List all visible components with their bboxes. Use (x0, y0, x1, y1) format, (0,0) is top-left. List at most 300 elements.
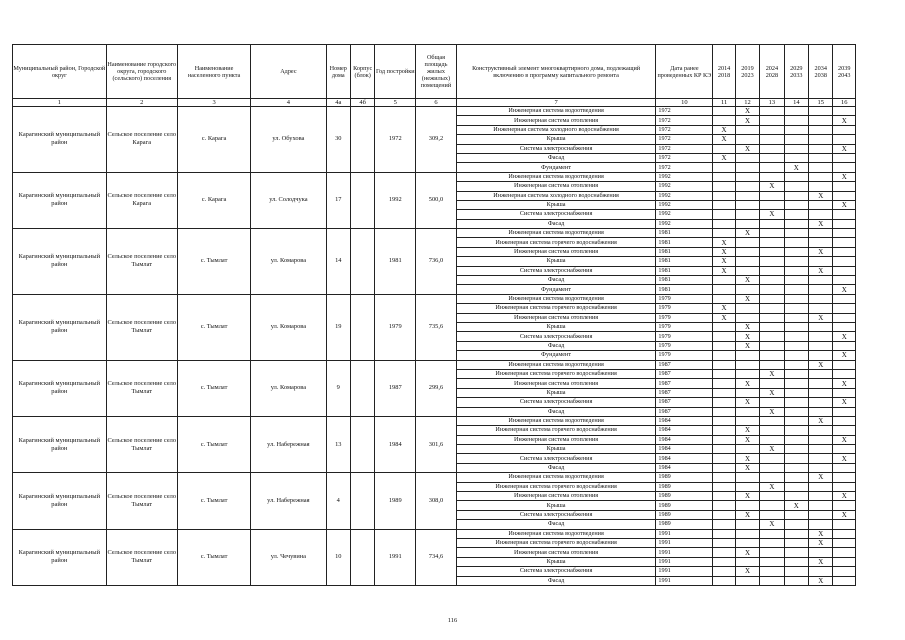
cell-year-built: 1992 (375, 172, 416, 228)
cell-repair-date: 1981 (656, 247, 713, 256)
empty-period-cell (833, 125, 856, 134)
x-mark: Х (760, 369, 784, 378)
x-mark: Х (760, 407, 784, 416)
cell-building (350, 360, 374, 416)
cell-element: Крыша (456, 135, 656, 144)
cell-repair-date: 1989 (656, 520, 713, 529)
empty-period-cell (809, 520, 833, 529)
empty-period-cell (760, 163, 784, 172)
empty-period-cell (713, 332, 735, 341)
empty-period-cell (784, 557, 808, 566)
empty-period-cell (784, 492, 808, 501)
empty-period-cell (760, 135, 784, 144)
x-mark: Х (735, 107, 759, 116)
empty-period-cell (760, 125, 784, 134)
empty-period-cell (809, 379, 833, 388)
empty-period-cell (784, 182, 808, 191)
empty-period-cell (809, 426, 833, 435)
column-number: 15 (809, 99, 833, 107)
empty-period-cell (784, 548, 808, 557)
column-number: 14 (784, 99, 808, 107)
cell-settlement: Сельское поселение село Тымлат (106, 294, 177, 360)
empty-period-cell (713, 163, 735, 172)
empty-period-cell (833, 463, 856, 472)
cell-street: ул. Комарова (251, 360, 326, 416)
cell-repair-date: 1987 (656, 407, 713, 416)
x-mark: Х (713, 153, 735, 162)
x-mark: Х (713, 125, 735, 134)
cell-repair-date: 1992 (656, 210, 713, 219)
empty-period-cell (713, 294, 735, 303)
column-number: 4 (251, 99, 326, 107)
x-mark: Х (809, 557, 833, 566)
empty-period-cell (760, 529, 784, 538)
empty-period-cell (784, 153, 808, 162)
empty-period-cell (735, 135, 759, 144)
cell-repair-date: 1979 (656, 332, 713, 341)
cell-repair-date: 1989 (656, 473, 713, 482)
empty-period-cell (833, 304, 856, 313)
empty-period-cell (760, 426, 784, 435)
empty-period-cell (833, 416, 856, 425)
header-building: Корпус (блок) (350, 45, 374, 99)
empty-period-cell (735, 360, 759, 369)
empty-period-cell (760, 567, 784, 576)
cell-element: Фасад (456, 407, 656, 416)
cell-locality: с. Тымлат (177, 294, 250, 360)
empty-period-cell (809, 153, 833, 162)
empty-period-cell (713, 191, 735, 200)
empty-period-cell (735, 520, 759, 529)
empty-period-cell (809, 200, 833, 209)
empty-period-cell (760, 219, 784, 228)
x-mark: Х (833, 492, 856, 501)
empty-period-cell (713, 229, 735, 238)
empty-period-cell (713, 416, 735, 425)
empty-period-cell (809, 548, 833, 557)
cell-element: Инженерная система горячего водоснабжения (456, 304, 656, 313)
cell-repair-date: 1989 (656, 501, 713, 510)
cell-repair-date: 1981 (656, 229, 713, 238)
empty-period-cell (760, 435, 784, 444)
empty-period-cell (809, 435, 833, 444)
empty-period-cell (784, 369, 808, 378)
cell-repair-date: 1972 (656, 135, 713, 144)
cell-house-number: 19 (326, 294, 350, 360)
empty-period-cell (713, 172, 735, 181)
empty-period-cell (809, 210, 833, 219)
x-mark: Х (735, 426, 759, 435)
cell-repair-date: 1972 (656, 107, 713, 116)
empty-period-cell (713, 116, 735, 125)
empty-period-cell (784, 576, 808, 585)
empty-period-cell (784, 229, 808, 238)
empty-period-cell (760, 351, 784, 360)
empty-period-cell (833, 360, 856, 369)
empty-period-cell (784, 463, 808, 472)
empty-period-cell (784, 538, 808, 547)
empty-period-cell (735, 210, 759, 219)
column-number: 13 (760, 99, 784, 107)
empty-period-cell (735, 482, 759, 491)
empty-period-cell (713, 144, 735, 153)
table-row (13, 107, 856, 116)
empty-period-cell (713, 219, 735, 228)
column-number: 10 (656, 99, 713, 107)
empty-period-cell (784, 426, 808, 435)
empty-period-cell (809, 369, 833, 378)
cell-element: Инженерная система водоотведения (456, 473, 656, 482)
empty-period-cell (809, 229, 833, 238)
x-mark: Х (833, 510, 856, 519)
x-mark: Х (735, 398, 759, 407)
empty-period-cell (809, 116, 833, 125)
empty-period-cell (784, 482, 808, 491)
empty-period-cell (833, 576, 856, 585)
cell-element: Инженерная система горячего водоснабжения (456, 369, 656, 378)
cell-building (350, 294, 374, 360)
empty-period-cell (784, 107, 808, 116)
x-mark: Х (735, 116, 759, 125)
x-mark: Х (809, 416, 833, 425)
empty-period-cell (833, 266, 856, 275)
x-mark: Х (833, 200, 856, 209)
x-mark: Х (833, 435, 856, 444)
empty-period-cell (735, 266, 759, 275)
empty-period-cell (784, 388, 808, 397)
empty-period-cell (760, 276, 784, 285)
empty-period-cell (735, 369, 759, 378)
empty-period-cell (784, 351, 808, 360)
cell-area: 308,0 (416, 473, 457, 529)
column-number: 12 (735, 99, 759, 107)
empty-period-cell (833, 426, 856, 435)
cell-repair-date: 1979 (656, 351, 713, 360)
empty-period-cell (713, 482, 735, 491)
empty-period-cell (760, 172, 784, 181)
x-mark: Х (735, 144, 759, 153)
cell-element: Инженерная система холодного водоснабжения (456, 125, 656, 134)
empty-period-cell (833, 473, 856, 482)
empty-period-cell (809, 135, 833, 144)
empty-period-cell (713, 369, 735, 378)
cell-element: Крыша (456, 445, 656, 454)
cell-street: ул. Набережная (251, 416, 326, 472)
cell-district: Карагинский муниципальный район (13, 107, 107, 173)
cell-element: Инженерная система водоотведения (456, 172, 656, 181)
empty-period-cell (713, 454, 735, 463)
empty-period-cell (784, 266, 808, 275)
empty-period-cell (809, 341, 833, 350)
empty-period-cell (784, 172, 808, 181)
empty-period-cell (784, 520, 808, 529)
page-number: 116 (447, 617, 458, 624)
empty-period-cell (760, 510, 784, 519)
empty-period-cell (735, 125, 759, 134)
cell-area: 301,6 (416, 416, 457, 472)
header-locality: Наименование населенного пункта (177, 45, 250, 99)
empty-period-cell (833, 482, 856, 491)
empty-period-cell (735, 247, 759, 256)
empty-period-cell (735, 285, 759, 294)
cell-repair-date: 1972 (656, 125, 713, 134)
cell-house-number: 13 (326, 416, 350, 472)
empty-period-cell (713, 351, 735, 360)
column-number: 3 (177, 99, 250, 107)
cell-repair-date: 1981 (656, 285, 713, 294)
empty-period-cell (784, 238, 808, 247)
cell-repair-date: 1992 (656, 219, 713, 228)
cell-element: Фундамент (456, 285, 656, 294)
cell-settlement: Сельское поселение село Тымлат (106, 229, 177, 295)
empty-period-cell (713, 407, 735, 416)
cell-area: 500,0 (416, 172, 457, 228)
x-mark: Х (735, 567, 759, 576)
header-previous-repair-date: Дата ранее проведенных КР КЭ (656, 45, 713, 99)
empty-period-cell (760, 332, 784, 341)
cell-repair-date: 1987 (656, 379, 713, 388)
table-row (13, 473, 856, 482)
column-number: 4а (326, 99, 350, 107)
table-row (13, 229, 856, 238)
cell-locality: с. Тымлат (177, 416, 250, 472)
cell-house-number: 9 (326, 360, 350, 416)
header-period: 2019 2023 (735, 45, 759, 99)
empty-period-cell (713, 576, 735, 585)
empty-period-cell (760, 238, 784, 247)
x-mark: Х (713, 266, 735, 275)
cell-locality: с. Тымлат (177, 360, 250, 416)
empty-period-cell (784, 294, 808, 303)
empty-period-cell (833, 294, 856, 303)
cell-district: Карагинский муниципальный район (13, 172, 107, 228)
empty-period-cell (713, 341, 735, 350)
empty-period-cell (735, 200, 759, 209)
empty-period-cell (784, 398, 808, 407)
cell-settlement: Сельское поселение село Карага (106, 107, 177, 173)
empty-period-cell (735, 163, 759, 172)
empty-period-cell (809, 492, 833, 501)
empty-period-cell (713, 567, 735, 576)
x-mark: Х (809, 191, 833, 200)
x-mark: Х (809, 219, 833, 228)
table-row (13, 416, 856, 425)
empty-period-cell (760, 229, 784, 238)
empty-period-cell (784, 313, 808, 322)
x-mark: Х (833, 285, 856, 294)
empty-period-cell (760, 548, 784, 557)
empty-period-cell (760, 144, 784, 153)
x-mark: Х (713, 304, 735, 313)
empty-period-cell (833, 313, 856, 322)
cell-repair-date: 1984 (656, 435, 713, 444)
empty-period-cell (833, 257, 856, 266)
empty-period-cell (760, 200, 784, 209)
cell-repair-date: 1979 (656, 294, 713, 303)
header-house-number: Номер дома (326, 45, 350, 99)
cell-element: Система электроснабжения (456, 332, 656, 341)
empty-period-cell (760, 247, 784, 256)
cell-locality: с. Тымлат (177, 229, 250, 295)
x-mark: Х (784, 501, 808, 510)
cell-year-built: 1991 (375, 529, 416, 585)
x-mark: Х (833, 144, 856, 153)
empty-period-cell (809, 182, 833, 191)
cell-street: ул. Солодчука (251, 172, 326, 228)
empty-period-cell (784, 407, 808, 416)
table-body (13, 107, 856, 586)
capital-repair-table (12, 44, 856, 586)
empty-period-cell (809, 276, 833, 285)
empty-period-cell (784, 247, 808, 256)
cell-element: Инженерная система водоотведения (456, 107, 656, 116)
cell-repair-date: 1979 (656, 341, 713, 350)
cell-house-number: 17 (326, 172, 350, 228)
x-mark: Х (760, 482, 784, 491)
cell-building (350, 529, 374, 585)
x-mark: Х (735, 379, 759, 388)
cell-repair-date: 1992 (656, 200, 713, 209)
empty-period-cell (760, 285, 784, 294)
x-mark: Х (735, 454, 759, 463)
empty-period-cell (833, 238, 856, 247)
empty-period-cell (713, 398, 735, 407)
x-mark: Х (833, 332, 856, 341)
empty-period-cell (713, 520, 735, 529)
empty-period-cell (735, 501, 759, 510)
empty-period-cell (833, 191, 856, 200)
cell-settlement: Сельское поселение село Карага (106, 172, 177, 228)
x-mark: Х (760, 210, 784, 219)
empty-period-cell (833, 182, 856, 191)
empty-period-cell (713, 426, 735, 435)
cell-repair-date: 1972 (656, 144, 713, 153)
x-mark: Х (735, 435, 759, 444)
cell-repair-date: 1979 (656, 304, 713, 313)
cell-settlement: Сельское поселение село Тымлат (106, 360, 177, 416)
empty-period-cell (713, 529, 735, 538)
cell-district: Карагинский муниципальный район (13, 416, 107, 472)
cell-repair-date: 1972 (656, 163, 713, 172)
x-mark: Х (809, 576, 833, 585)
empty-period-cell (809, 304, 833, 313)
header-period: 2024 2028 (760, 45, 784, 99)
x-mark: Х (713, 238, 735, 247)
header-period: 2039 2043 (833, 45, 856, 99)
cell-street: ул. Комарова (251, 294, 326, 360)
empty-period-cell (809, 567, 833, 576)
cell-element: Фасад (456, 341, 656, 350)
cell-settlement: Сельское поселение село Тымлат (106, 416, 177, 472)
empty-period-cell (713, 435, 735, 444)
cell-element: Система электроснабжения (456, 510, 656, 519)
cell-element: Инженерная система водоотведения (456, 360, 656, 369)
cell-repair-date: 1991 (656, 548, 713, 557)
empty-period-cell (735, 257, 759, 266)
empty-period-cell (760, 360, 784, 369)
cell-repair-date: 1991 (656, 576, 713, 585)
cell-element: Фасад (456, 219, 656, 228)
cell-element: Инженерная система горячего водоснабжения (456, 426, 656, 435)
cell-repair-date: 1984 (656, 445, 713, 454)
cell-element: Инженерная система отопления (456, 548, 656, 557)
empty-period-cell (735, 576, 759, 585)
cell-locality: с. Карага (177, 172, 250, 228)
header-period: 2014 2018 (713, 45, 735, 99)
empty-period-cell (735, 172, 759, 181)
x-mark: Х (784, 163, 808, 172)
empty-period-cell (833, 445, 856, 454)
cell-repair-date: 1989 (656, 492, 713, 501)
empty-period-cell (809, 285, 833, 294)
empty-period-cell (809, 454, 833, 463)
empty-period-cell (760, 107, 784, 116)
empty-period-cell (760, 313, 784, 322)
empty-period-cell (784, 219, 808, 228)
table-row (13, 172, 856, 181)
empty-period-cell (713, 210, 735, 219)
empty-period-cell (784, 210, 808, 219)
empty-period-cell (713, 322, 735, 331)
cell-element: Крыша (456, 501, 656, 510)
empty-period-cell (760, 538, 784, 547)
empty-period-cell (784, 191, 808, 200)
empty-period-cell (833, 163, 856, 172)
cell-year-built: 1981 (375, 229, 416, 295)
x-mark: Х (833, 398, 856, 407)
empty-period-cell (784, 529, 808, 538)
column-number: 1 (13, 99, 107, 107)
cell-locality: с. Карага (177, 107, 250, 173)
cell-repair-date: 1981 (656, 257, 713, 266)
cell-building (350, 172, 374, 228)
cell-element: Инженерная система горячего водоснабжения (456, 238, 656, 247)
cell-house-number: 30 (326, 107, 350, 173)
cell-element: Инженерная система отопления (456, 313, 656, 322)
empty-period-cell (784, 341, 808, 350)
x-mark: Х (735, 492, 759, 501)
empty-period-cell (833, 341, 856, 350)
x-mark: Х (735, 294, 759, 303)
cell-repair-date: 1984 (656, 416, 713, 425)
cell-repair-date: 1991 (656, 529, 713, 538)
header-settlement: Наименование городского округа, городского (сельского) поселения (106, 45, 177, 99)
empty-period-cell (833, 229, 856, 238)
cell-element: Система электроснабжения (456, 266, 656, 275)
empty-period-cell (713, 473, 735, 482)
cell-building (350, 473, 374, 529)
empty-period-cell (784, 276, 808, 285)
empty-period-cell (784, 379, 808, 388)
cell-element: Крыша (456, 322, 656, 331)
x-mark: Х (735, 548, 759, 557)
cell-year-built: 1979 (375, 294, 416, 360)
empty-period-cell (784, 125, 808, 134)
empty-period-cell (735, 304, 759, 313)
empty-period-cell (735, 191, 759, 200)
empty-period-cell (784, 135, 808, 144)
cell-street: ул. Набережная (251, 473, 326, 529)
cell-element: Инженерная система горячего водоснабжения (456, 482, 656, 491)
empty-period-cell (713, 463, 735, 472)
table-row (13, 529, 856, 538)
empty-period-cell (713, 107, 735, 116)
x-mark: Х (735, 510, 759, 519)
empty-period-cell (833, 219, 856, 228)
x-mark: Х (833, 172, 856, 181)
capital-repair-table-sheet (12, 44, 856, 586)
cell-house-number: 4 (326, 473, 350, 529)
